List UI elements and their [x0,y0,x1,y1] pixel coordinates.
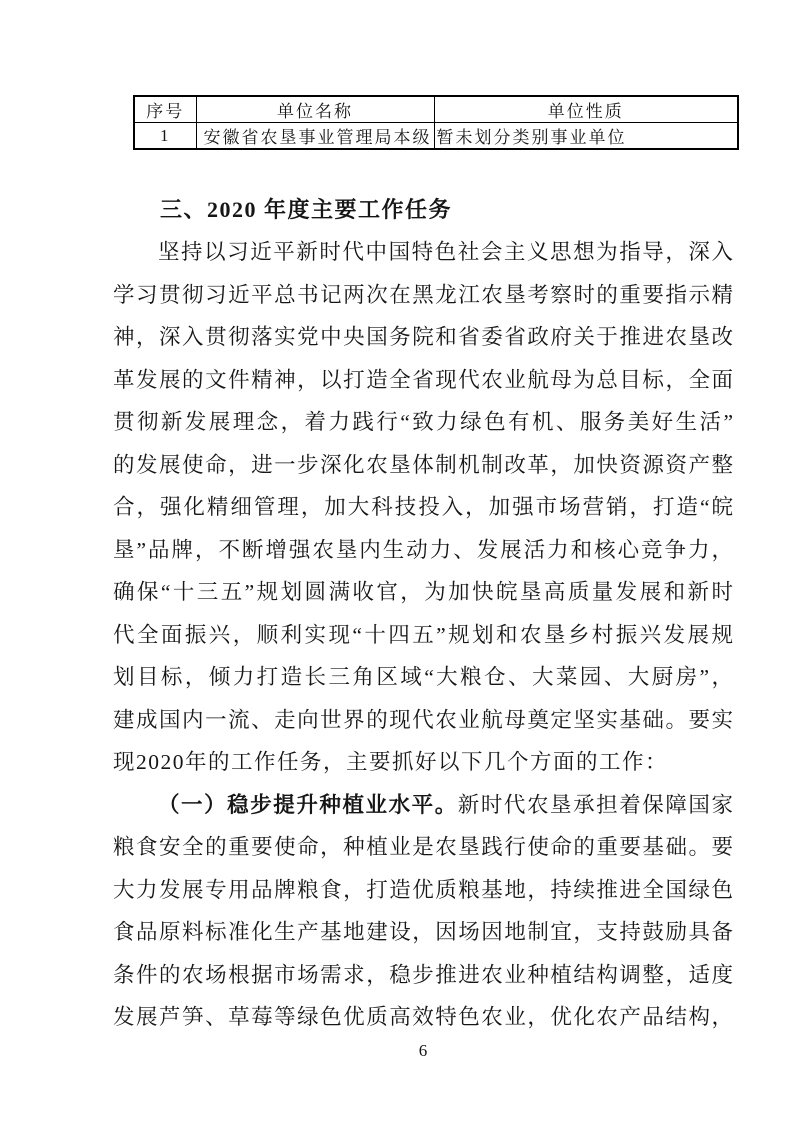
text-line: 食品原料标准化生产基地建设，因场因地制宜，支持鼓励具备 [113,920,733,944]
text-line: 坚持以习近平新时代中国特色社会主义思想为指导，深入 [158,240,733,264]
subheading-rest: 新时代农垦承担着保障国家 [457,792,733,817]
header-cell-unit-name: 单位名称 [196,96,434,123]
paragraph-1 [113,231,733,784]
table-row [134,123,738,150]
text-line: 垦”品牌，不断增强农垦内生动力、发展活力和核心竞争力， [113,537,733,562]
text-line: 贯彻新发展理念，着力践行“致力绿色有机、服务美好生活” [113,410,733,434]
text-line: 学习贯彻习近平总书记两次在黑龙江农垦考察时的重要指示精 [113,282,733,307]
table-header-row [134,96,738,123]
text-line: 革发展的文件精神，以打造全省现代农业航母为总目标，全面 [113,367,733,392]
text-line: 神，深入贯彻落实党中央国务院和省委省政府关于推进农垦改 [113,325,733,349]
header-cell-serial-number: 序号 [134,96,196,123]
text-line: 发展芦笋、草莓等绿色优质高效特色农业，优化农产品结构， [113,1005,733,1029]
document-body [113,197,733,1039]
cell-unit-type: 暂未划分类别事业单位 [434,123,738,150]
text-line: 确保“十三五”规划圆满收官，为加快皖垦高质量发展和新时 [113,580,733,604]
text-line: 条件的农场根据市场需求，稳步推进农业种植结构调整，适度 [113,962,733,987]
text-line: 粮食安全的重要使命，种植业是农垦践行使命的重要基础。要 [113,835,733,859]
text-line-with-subheading [113,784,733,827]
text-line: 现2020年的工作任务，主要抓好以下几个方面的工作： [113,750,669,774]
text-line: 划目标，倾力打造长三角区域“大粮仓、大菜园、大厨房”， [113,665,733,689]
header-cell-unit-type: 单位性质 [434,96,738,123]
text-line: 代全面振兴，顺利实现“十四五”规划和农垦乡村振兴发展规 [113,622,733,647]
page-number: 6 [418,1040,428,1060]
text-line: 合，强化精细管理，加大科技投入，加强市场营销，打造“皖 [113,495,733,519]
text-line: 的发展使命，进一步深化农垦体制机制改革，加快资源资产整 [113,452,733,477]
text-line: 建成国内一流、走向世界的现代农业航母奠定坚实基础。要实 [113,707,733,732]
paragraph-2 [113,784,733,1039]
unit-table [133,95,739,150]
text-line: 大力发展专用品牌粮食，打造优质粮基地，持续推进全国绿色 [113,877,733,902]
cell-serial-number: 1 [134,123,196,150]
subheading-bold: （一）稳步提升种植业水平。 [158,792,458,817]
cell-unit-name: 安徽省农垦事业管理局本级 [196,123,434,150]
section-heading: 三、2020 年度主要工作任务 [160,197,453,222]
